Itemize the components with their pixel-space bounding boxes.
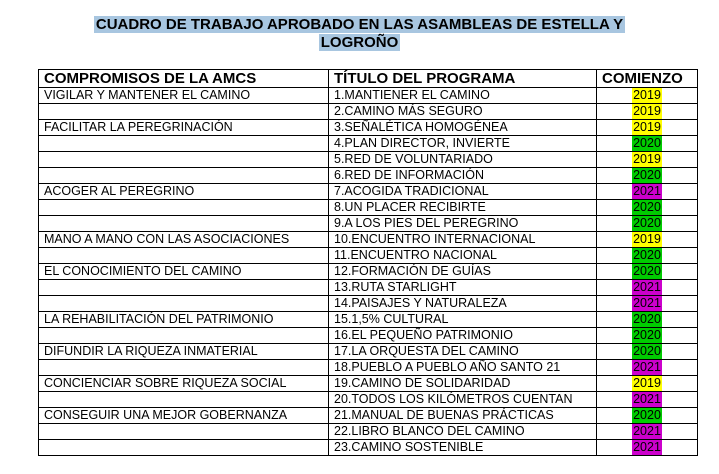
table-row: [39, 184, 698, 200]
program-cell: 10.ENCUENTRO INTERNACIONAL: [329, 232, 597, 248]
table-row: [39, 152, 698, 168]
table-row: [39, 312, 698, 328]
commitment-cell: LA REHABILITACIÓN DEL PATRIMONIO: [39, 312, 329, 328]
commitment-cell: EL CONOCIMIENTO DEL CAMINO: [39, 264, 329, 280]
year-badge: 2020: [633, 216, 661, 230]
commitment-cell: [39, 440, 329, 456]
program-cell: 17.LA ORQUESTA DEL CAMINO: [329, 344, 597, 360]
table-row: [39, 232, 698, 248]
program-cell: 16.EL PEQUEÑO PATRIMONIO: [329, 328, 597, 344]
commitment-cell: [39, 248, 329, 264]
table-row: [39, 104, 698, 120]
work-plan-table: [38, 69, 698, 456]
table-row: [39, 328, 698, 344]
program-cell: 12.FORMACIÓN DE GUÍAS: [329, 264, 597, 280]
table-row: [39, 248, 698, 264]
commitment-cell: [39, 360, 329, 376]
start-year-cell: [597, 312, 698, 328]
start-year-cell: [597, 232, 698, 248]
commitment-cell: [39, 216, 329, 232]
year-badge: 2019: [633, 120, 661, 134]
start-year-cell: [597, 344, 698, 360]
start-year-cell: [597, 136, 698, 152]
program-cell: 9.A LOS PIES DEL PEREGRINO: [329, 216, 597, 232]
program-cell: 1.MANTIENER EL CAMINO: [329, 88, 597, 104]
table-row: [39, 344, 698, 360]
program-cell: 18.PUEBLO A PUEBLO AÑO SANTO 21: [329, 360, 597, 376]
year-badge: 2020: [633, 312, 661, 326]
start-year-cell: [597, 440, 698, 456]
program-cell: 5.RED DE VOLUNTARIADO: [329, 152, 597, 168]
program-cell: 11.ENCUENTRO NACIONAL: [329, 248, 597, 264]
program-cell: 2.CAMINO MÁS SEGURO: [329, 104, 597, 120]
year-badge: 2020: [633, 136, 661, 150]
year-badge: 2020: [633, 328, 661, 342]
year-badge: 2019: [633, 104, 661, 118]
start-year-cell: [597, 152, 698, 168]
year-badge: 2019: [633, 232, 661, 246]
year-badge: 2020: [633, 408, 661, 422]
program-cell: 6.RED DE INFORMACIÓN: [329, 168, 597, 184]
commitment-cell: [39, 152, 329, 168]
document-title: [0, 16, 719, 52]
start-year-cell: [597, 280, 698, 296]
start-year-cell: [597, 216, 698, 232]
commitment-cell: VIGILAR Y MANTENER EL CAMINO: [39, 88, 329, 104]
start-year-cell: [597, 424, 698, 440]
commitment-cell: ACOGER AL PEREGRINO: [39, 184, 329, 200]
year-badge: 2021: [633, 440, 661, 454]
program-cell: 22.LIBRO BLANCO DEL CAMINO: [329, 424, 597, 440]
table-row: [39, 88, 698, 104]
commitment-cell: CONCIENCIAR SOBRE RIQUEZA SOCIAL: [39, 376, 329, 392]
table-row: [39, 408, 698, 424]
header-program-title: TÍTULO DEL PROGRAMA: [329, 70, 597, 88]
commitment-cell: [39, 168, 329, 184]
year-badge: 2020: [633, 248, 661, 262]
commitment-cell: [39, 200, 329, 216]
commitment-cell: [39, 328, 329, 344]
start-year-cell: [597, 200, 698, 216]
year-badge: 2021: [633, 296, 661, 310]
table-row: [39, 280, 698, 296]
commitment-cell: MANO A MANO CON LAS ASOCIACIONES: [39, 232, 329, 248]
program-cell: 8.UN PLACER RECIBIRTE: [329, 200, 597, 216]
table-row: [39, 120, 698, 136]
program-cell: 19.CAMINO DE SOLIDARIDAD: [329, 376, 597, 392]
table-header-row: [39, 70, 698, 88]
start-year-cell: [597, 376, 698, 392]
start-year-cell: [597, 248, 698, 264]
start-year-cell: [597, 360, 698, 376]
start-year-cell: [597, 88, 698, 104]
year-badge: 2019: [633, 376, 661, 390]
year-badge: 2021: [633, 280, 661, 294]
program-cell: 4.PLAN DIRECTOR, INVIERTE: [329, 136, 597, 152]
year-badge: 2021: [633, 184, 661, 198]
header-commitments: COMPROMISOS DE LA AMCS: [39, 70, 329, 88]
program-cell: 13.RUTA STARLIGHT: [329, 280, 597, 296]
table-row: [39, 296, 698, 312]
commitment-cell: [39, 424, 329, 440]
commitment-cell: [39, 296, 329, 312]
start-year-cell: [597, 120, 698, 136]
title-line-2: LOGROÑO: [320, 34, 399, 51]
header-start: COMIENZO: [597, 70, 698, 88]
start-year-cell: [597, 408, 698, 424]
commitment-cell: [39, 280, 329, 296]
start-year-cell: [597, 392, 698, 408]
start-year-cell: [597, 264, 698, 280]
start-year-cell: [597, 296, 698, 312]
table-row: [39, 168, 698, 184]
year-badge: 2020: [633, 168, 661, 182]
table-row: [39, 136, 698, 152]
year-badge: 2019: [633, 88, 661, 102]
year-badge: 2020: [633, 200, 661, 214]
start-year-cell: [597, 184, 698, 200]
title-line-1: CUADRO DE TRABAJO APROBADO EN LAS ASAMBLEAS DE ESTELLA Y: [95, 16, 624, 33]
year-badge: 2019: [633, 152, 661, 166]
year-badge: 2020: [633, 264, 661, 278]
table-row: [39, 200, 698, 216]
program-cell: 3.SEÑALÉTICA HOMOGÉNEA: [329, 120, 597, 136]
start-year-cell: [597, 104, 698, 120]
commitment-cell: FACILITAR LA PEREGRINACIÓN: [39, 120, 329, 136]
program-cell: 23.CAMINO SOSTENIBLE: [329, 440, 597, 456]
table-row: [39, 376, 698, 392]
commitment-cell: [39, 136, 329, 152]
table-row: [39, 264, 698, 280]
start-year-cell: [597, 328, 698, 344]
table-row: [39, 424, 698, 440]
start-year-cell: [597, 168, 698, 184]
table-row: [39, 216, 698, 232]
table-row: [39, 392, 698, 408]
program-cell: 15.1,5% CULTURAL: [329, 312, 597, 328]
year-badge: 2021: [633, 424, 661, 438]
table-body: [39, 88, 698, 456]
program-cell: 20.TODOS LOS KILÓMETROS CUENTAN: [329, 392, 597, 408]
program-cell: 7.ACOGIDA TRADICIONAL: [329, 184, 597, 200]
commitment-cell: DIFUNDIR LA RIQUEZA INMATERIAL: [39, 344, 329, 360]
commitment-cell: [39, 104, 329, 120]
table-row: [39, 440, 698, 456]
commitment-cell: [39, 392, 329, 408]
table-row: [39, 360, 698, 376]
program-cell: 14.PAISAJES Y NATURALEZA: [329, 296, 597, 312]
commitment-cell: CONSEGUIR UNA MEJOR GOBERNANZA: [39, 408, 329, 424]
year-badge: 2021: [633, 360, 661, 374]
year-badge: 2021: [633, 392, 661, 406]
program-cell: 21.MANUAL DE BUENAS PRÁCTICAS: [329, 408, 597, 424]
year-badge: 2020: [633, 344, 661, 358]
